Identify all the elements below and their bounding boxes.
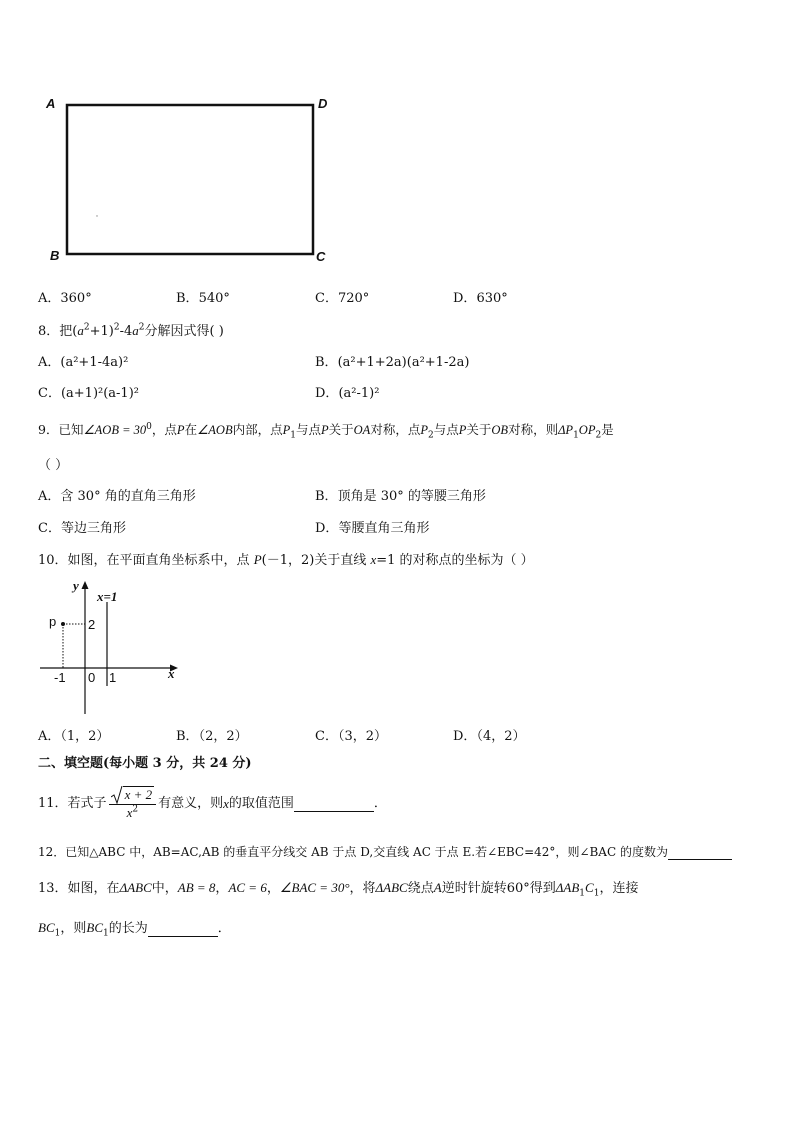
q8-stem: 8．把$(a^2+1)^2-4a^2$分解因式得( ) [38,322,224,339]
q9-option-b[interactable]: B．顶角是 30° 的等腰三角形 [315,489,486,504]
q9-option-c[interactable]: C．等边三角形 [38,521,126,536]
q11-fraction: $\frac{x + 2}{x^2}$ [109,786,157,822]
q8-option-a[interactable]: A．(a²+1-4a)² [38,355,129,370]
q7-option-d[interactable]: D．630° [453,291,508,306]
vertex-a-label: A [46,96,56,111]
rectangle-figure [40,92,340,268]
q13-stem-line2: $BC_1$，则$BC_1$的长为 ． [38,920,231,939]
graph-line-label: x=1 [97,589,118,604]
q12-answer-blank[interactable] [668,846,732,860]
radical-icon [111,786,123,804]
q11-numerator: x + 2 [109,786,157,805]
graph-tick-neg1: -1 [54,670,66,685]
vertex-d-label: D [318,96,328,111]
q9-stem: 9．已知∠AOB = $30^0$，点P在∠AOB内部，点$P_1$与点P关于OA对称，点$P_2$与点P关于OB对称，则$\Delta P_1OP_2$是 [38,421,614,441]
q10-option-d[interactable]: D．（4，2） [453,729,526,744]
q7-option-a[interactable]: A．360° [38,291,92,306]
rectangle-abcd [67,105,313,254]
q8-option-c[interactable]: C．(a+1)²(a-1)² [38,386,139,401]
graph-y-label: y [73,578,79,593]
q10-option-b[interactable]: B．（2，2） [176,729,248,744]
graph-tick-2: 2 [88,617,96,632]
q10-option-a[interactable]: A．（1，2） [38,729,110,744]
q9-option-d[interactable]: D．等腰直角三角形 [315,521,430,536]
q8-option-b[interactable]: B．(a²+1+2a)(a²+1-2a) [315,355,470,370]
q10-option-c[interactable]: C．（3，2） [315,729,387,744]
graph-x-label: x [168,666,175,681]
q7-option-c[interactable]: C．720° [315,291,370,306]
section-2-title: 二、填空题(每小题 3 分，共 24 分) [38,756,252,771]
point-p [61,622,65,626]
q13-answer-blank[interactable] [148,922,218,937]
q11-answer-blank[interactable] [294,797,374,812]
vertex-c-label: C [316,249,326,264]
vertex-b-label: B [50,248,60,263]
graph-tick-1: 1 [109,670,117,685]
q7-option-b[interactable]: B．540° [176,291,230,306]
q13-stem-line1: 13．如图，在ΔABC中，AB = 8，AC = 6，∠BAC = 30°，将ΔABC绕点A逆时针旋转60°得到$\Delta AB_1C_1$，连接 [38,880,639,899]
q11-stem: 11．若式子 $\frac{x + 2}{x^2}$ 有意义，则x的取值范围 ． [38,786,387,820]
q8-option-d[interactable]: D．(a²-1)² [315,386,380,401]
graph-tick-0: 0 [88,670,96,685]
q9-paren: （ ） [38,458,69,473]
q10-stem: 10．如图，在平面直角坐标系中，点 P(－1，2)关于直线 x=1 的对称点的坐标为（ ） [38,552,534,568]
q9-option-a[interactable]: A．含 30° 角的直角三角形 [38,489,196,504]
graph-p-label: p [49,614,57,629]
q12-stem: 12．已知△ABC 中，AB=AC,AB 的垂直平分线交 AB 于点 D,交直线 AC 于点 E.若∠EBC=42°，则∠BAC 的度数为 [38,844,732,860]
y-axis-arrow [82,581,89,589]
